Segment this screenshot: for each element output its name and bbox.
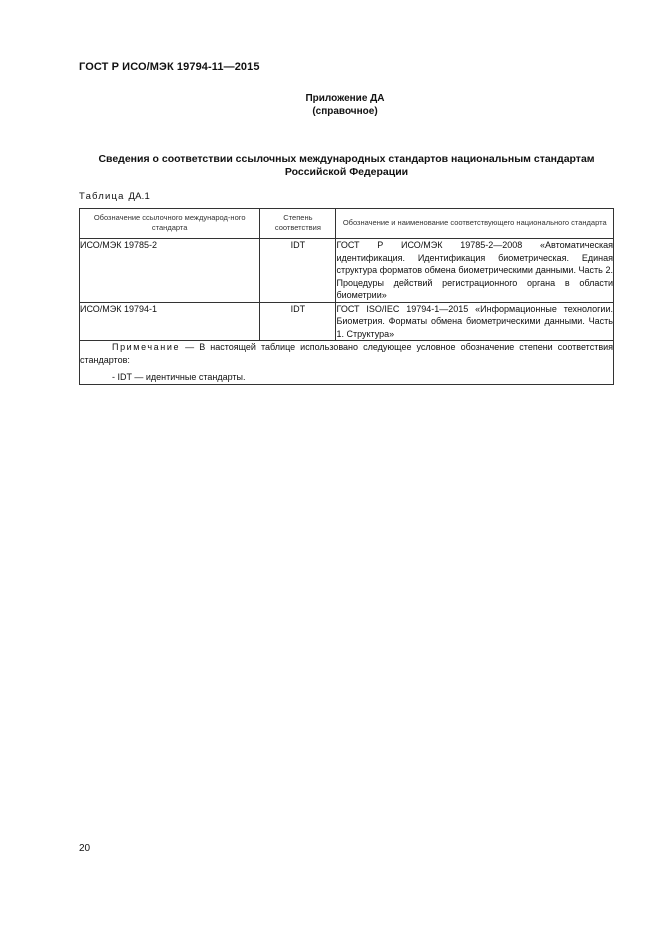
note-item: - IDT — идентичные стандарты. [112, 372, 246, 382]
column-header-degree: Степень соответствия [260, 209, 336, 239]
appendix-title: Приложение ДА [305, 93, 385, 104]
correspondence-table [79, 208, 614, 385]
column-header-national-standard: Обозначение и наименование соответствующего национального стандарта [336, 209, 614, 239]
table-row [80, 239, 614, 303]
cell-degree: IDT [260, 239, 336, 303]
cell-international-standard: ИСО/МЭК 19794-1 [80, 302, 260, 341]
table-caption [79, 191, 150, 202]
table-note [80, 341, 614, 385]
table-note-row [80, 341, 614, 385]
note-text: — В настоящей таблице использовано следующее условное обозначение степени соответствия стандартов: [80, 342, 613, 365]
cell-degree: IDT [260, 302, 336, 341]
cell-international-standard: ИСО/МЭК 19785-2 [80, 239, 260, 303]
cell-national-standard: ГОСТ ISO/IEC 19794-1—2015 «Информационные технологии. Биометрия. Форматы обмена биометрическими данными. Часть 1. Структура» [336, 303, 613, 339]
note-paragraph [80, 341, 613, 366]
standard-number-header: ГОСТ Р ИСО/МЭК 19794-11—2015 [79, 61, 260, 73]
table-header-row [80, 209, 614, 239]
table-caption-number: ДА.1 [128, 191, 150, 202]
table-caption-label: Таблица [79, 191, 125, 202]
column-header-international-standard: Обозначение ссылочного международ-ного стандарта [80, 209, 260, 239]
appendix-heading [0, 92, 661, 118]
page-number: 20 [79, 843, 91, 854]
table-row [80, 302, 614, 341]
appendix-subtitle: (справочное) [312, 106, 378, 117]
cell-national-standard: ГОСТ Р ИСО/МЭК 19785-2—2008 «Автоматическая идентификация. Идентификация биометрическая. Единая структура форматов обмена биометрическими данными. Часть 2. Процедуры действий регистрационного органа в области биометрии» [336, 240, 613, 300]
document-title: Сведения о соответствии ссылочных международных стандартов национальным стандартам Российской Федерации [98, 153, 595, 178]
note-label: Примечание [112, 342, 181, 352]
